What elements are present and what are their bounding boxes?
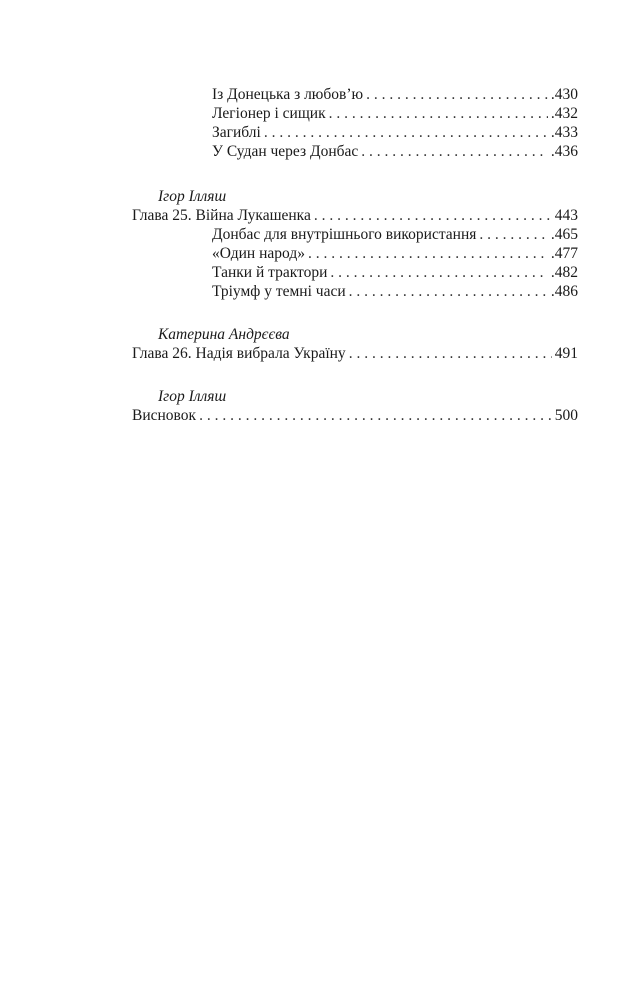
toc-entry-title: Тріумф у темні часи xyxy=(212,283,346,300)
toc-entry xyxy=(132,85,578,104)
toc-entry-page: .430 xyxy=(550,86,578,103)
toc-chapter-title: Висновок xyxy=(132,407,197,424)
toc-entry-page: .482 xyxy=(550,264,578,281)
chapter-author: Ігор Ілляш xyxy=(158,188,227,205)
toc-chapter xyxy=(132,406,578,425)
dot-leader xyxy=(330,263,547,282)
toc-entry xyxy=(132,142,578,161)
toc-entry xyxy=(132,282,578,301)
dot-leader xyxy=(349,344,552,363)
toc-entry-page: .465 xyxy=(550,226,578,243)
toc-chapter-page: 443 xyxy=(554,207,578,224)
toc-chapter xyxy=(132,344,578,363)
dot-leader xyxy=(199,406,552,425)
chapter-author: Ігор Ілляш xyxy=(158,388,227,405)
toc-chapter-title: Глава 26. Надія вибрала Україну xyxy=(132,345,346,362)
dot-leader xyxy=(366,85,548,104)
toc-entry-title: Загиблі xyxy=(212,124,261,141)
toc-chapter-page: 500 xyxy=(554,407,578,424)
dot-leader xyxy=(264,123,548,142)
dot-leader xyxy=(329,104,548,123)
toc-entry-title: Донбас для внутрішнього використання xyxy=(212,226,477,243)
toc-entry xyxy=(132,263,578,282)
dot-leader xyxy=(479,225,547,244)
dot-leader xyxy=(314,206,552,225)
toc-chapter-page: 491 xyxy=(554,345,578,362)
toc-entry xyxy=(132,123,578,142)
chapter-author: Катерина Андрєєва xyxy=(158,326,290,343)
toc-entry-title: «Один народ» xyxy=(212,245,305,262)
toc-entry xyxy=(132,104,578,123)
toc-entry-title: Танки й трактори xyxy=(212,264,328,281)
toc-entry-page: .433 xyxy=(550,124,578,141)
toc-entry-title: Із Донецька з любов’ю xyxy=(212,86,364,103)
toc-entry-title: У Судан через Донбас xyxy=(212,143,359,160)
table-of-contents xyxy=(132,85,578,425)
toc-entry xyxy=(132,225,578,244)
toc-entry-page: .477 xyxy=(550,245,578,262)
dot-leader xyxy=(349,282,548,301)
toc-entry-page: .486 xyxy=(550,283,578,300)
dot-leader xyxy=(308,244,548,263)
dot-leader xyxy=(361,142,548,161)
toc-entry-page: .432 xyxy=(550,105,578,122)
toc-entry xyxy=(132,244,578,263)
toc-entry-page: .436 xyxy=(550,143,578,160)
toc-chapter xyxy=(132,206,578,225)
toc-chapter-title: Глава 25. Війна Лукашенка xyxy=(132,207,311,224)
toc-entry-title: Легіонер і сищик xyxy=(212,105,326,122)
